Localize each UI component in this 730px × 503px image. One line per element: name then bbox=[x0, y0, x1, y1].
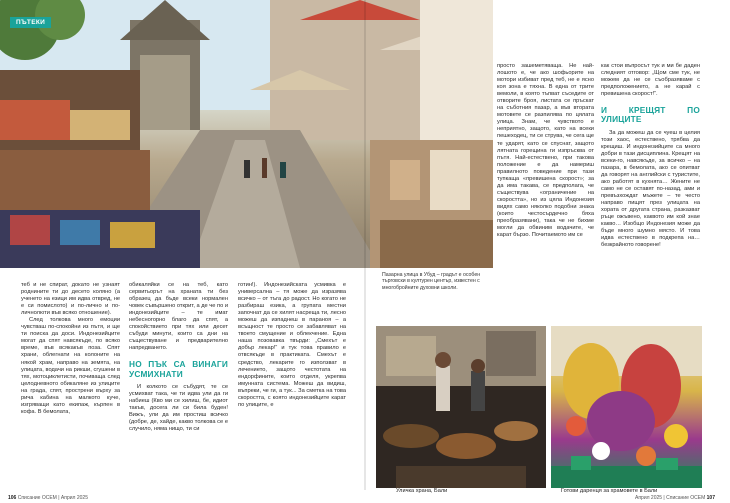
footer-right-text: Април 2025 | Списание ОСЕМ bbox=[635, 495, 706, 501]
col5-paragraph-2: За да можеш да се чуеш в целия този хаос, естествено, трябва да крещиш. И индонезийците са много добри в тази дисциплина. Крещят на всеки-го, навсякъде, за всичко – на пазара, в бемолата, ако се опитват да говорят на английски с туристите, ако работят в кухнята… Жените не само не се оставят по-назад, ами и превъзхождат мъжете – те често направо пищят през улицата на хората от другата страна, разказват ръце ожъвено, каквото им кой знае какво… Изобщо Индонезия може да бъде много шумно място. И това идва естествено в подкрепа на… безкрайното говорене! bbox=[601, 129, 700, 249]
footer-left-text: Списание ОСЕМ | Април 2025 bbox=[17, 495, 88, 501]
temple-offerings-illustration bbox=[551, 326, 702, 488]
footer-right bbox=[635, 495, 715, 501]
street-food-caption: Уличка храна, Бали bbox=[396, 488, 448, 494]
street-food-illustration bbox=[376, 326, 546, 488]
body-column-4 bbox=[497, 63, 594, 239]
body-column-2 bbox=[129, 282, 228, 433]
body-column-1 bbox=[21, 282, 120, 416]
hero-caption: Пазарна улица в Убуд – градът е особен търговски в културен център, известен с многобройните духовни школи. bbox=[382, 272, 481, 291]
market-street-illustration bbox=[0, 0, 493, 268]
street-food-photo bbox=[376, 326, 546, 488]
col2-subheading: НО ПЪК СА ВИНАГИ УСМИХНАТИ bbox=[129, 359, 228, 379]
footer-left bbox=[8, 495, 88, 501]
col5-subheading: И КРЕЩЯТ ПО УЛИЦИТЕ bbox=[601, 105, 700, 125]
page-gutter bbox=[364, 0, 366, 490]
col5-paragraph-1: как стои въпросът тук и ми бе даден следният отговор: „Щом сме тук, не можем да не се съобразяваме с предположението, а не карай с превишена скорост!“. bbox=[601, 63, 700, 98]
body-column-5 bbox=[601, 63, 700, 249]
body-column-3 bbox=[238, 282, 346, 409]
market-street-photo bbox=[0, 0, 493, 268]
section-tag: ПЪТЕКИ bbox=[10, 17, 51, 28]
col2-paragraph-2: И колкото се събудят, те се усмихват така, че ти идва ули да ги набиеш (Кво ми се хилиш, бе, идиот такъв, досега ли си била буден! Вижъ, ули да им простиш всичко (добре, де, хайде, какво толкова се е случило, няма нищо, ти си bbox=[129, 383, 228, 433]
col3-paragraph: готин!). Индонезийската усмивка е универсална – тя може да изразява всичко – от тъга до радост. Но когато не разбираш езика, а групата местни започнат да се хилят насреща ти, лесно можеш да изпаднеш в параноя – а всъщност те просто се забавляват на твоето смущение и облекчение. Една наша позовавка твърди: „Смехът е добър лекар!“ и тук това правило е отвсякъде в практиката. Смехът е средство, лекарите го използват в лечението, защото честотата на ендорфините, които отделя, укрепва имунната система. Можеш да видиш, въпреки, че ги, а тук... За сметка на това скоростта, с която индонезийците карат по улиците, е bbox=[238, 282, 346, 408]
temple-offerings-photo bbox=[551, 326, 702, 488]
col4-paragraph: просто зашеметяваща. Не най-лошото е, че ако шофьорите на мотори избиват пред теб, не е ясно коя зона е тяхна. В една от трите вемоли, в която тъпват съседите от отворите броя, листата се пръскат на съботния пазар, а във втората мотовете се разпилява по цялата улица. Знам, че чувството е неприятно, защото, като на всеки пешеходец, ти се струва, че сега ще те ударят, като се спуснат, защото лятната горещина ги изпръсква от пътя. Най-естествено, при такова положение е да намериш правилното поведение при тази тупкаща «превишена скорост»; за да има такава, се предполага, че съществува «ограничение на скоростта», но из цяла Индонезия видях само няколко подобни знака (които честосърдечно бяха преобразявани), така че не бихме могли да обвиним водачите, че карат бързо. Почитаемото им се bbox=[497, 63, 594, 239]
col1-paragraph-2: След толкова много емоции чувстваш по-спокойни из пътя, и ще ти поиска да доси. Индонезийците могат да спят навсякъде, по всяко време, във всякакъв поза. Спят храни, облегнати на колоните на някой храм, направо на земята, на улицата, водачи на рикши, сгушени в тях, мотоциклетисти, почиваща след целодневното обикаляне из улиците на града, спят, прострени върху за рича кабина на малкото куче, изгряващи като екипаж, кърпен в кофа. В бемолата, bbox=[21, 317, 120, 415]
col1-paragraph-1: теб и не спират, докато не узнаят роднините ти до десето коляно (а ученето на езици им идва отвред, не е си помислото) и по-лично и по-личнолюти във всяко отношение). bbox=[21, 282, 120, 317]
page-number-left: 106 bbox=[8, 495, 17, 501]
page-number-right: 107 bbox=[706, 495, 715, 501]
col2-paragraph-1: обикаляйки се на теб, като сервитьорът на храната ти без образец да бъде всеки нормален човек съвършено открит, а де че по и индонезийците – те имат небесногорно благо да спят, а спокойствието при тях или десет събуди минути, които са дни на съществуване и предварително напредването. bbox=[129, 282, 228, 352]
offerings-caption: Готови даренця за храмовете в Бали bbox=[561, 488, 658, 494]
